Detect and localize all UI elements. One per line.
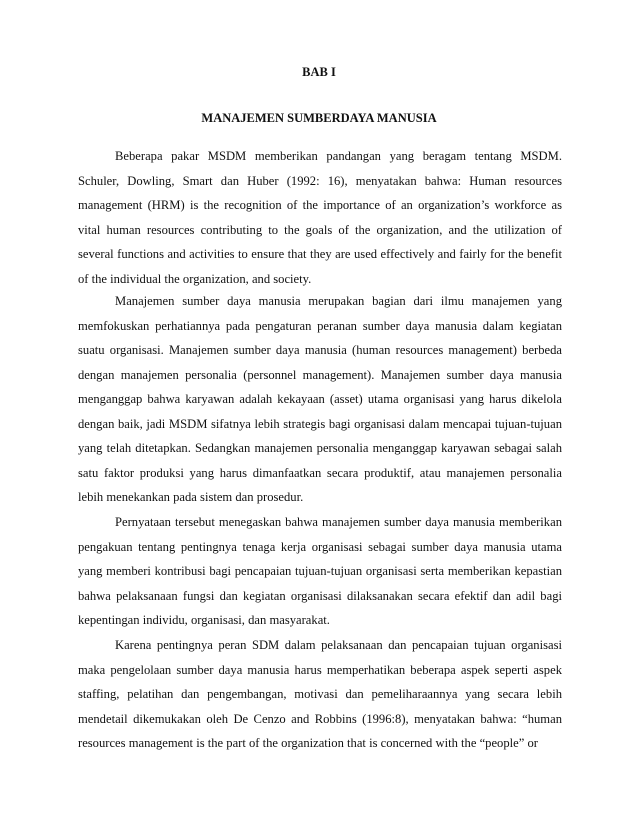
paragraph-3: Pernyataan tersebut menegaskan bahwa manajemen sumber daya manusia memberikan pengakuan tentang pentingnya tenaga kerja organisasi sebagai sumber daya manusia utama yang memberi kontribusi bagi pencapaian tujuan-tujuan organisasi serta memberikan kepastian bahwa pelaksanaan fungsi dan kegiatan organisasi dilaksanakan secara efektif dan adil bagi kepentingan individu, organisasi, dan masyarakat. [78, 515, 562, 627]
chapter-title: MANAJEMEN SUMBERDAYA MANUSIA [201, 111, 437, 125]
paragraph-2: Manajemen sumber daya manusia merupakan bagian dari ilmu manajemen yang memfokuskan perhatiannya pada pengaturan peranan sumber daya manusia dalam kegiatan suatu organisasi. Manajemen sumber daya manusia (human resources management) berbeda dengan manajemen personalia (personnel management). Manajemen sumber daya manusia menganggap bahwa karyawan adalah kekayaan (asset) utama organisasi yang harus dikelola dengan baik, jadi MSDM sifatnya lebih strategis bagi organisasi dalam mencapai tujuan-tujuan yang telah ditetapkan. Sedangkan manajemen personalia menganggap karyawan sebagai salah satu faktor produksi yang harus dimanfaatkan secara produktif, atau manajemen personalia lebih menekankan pada sistem dan prosedur. [78, 294, 562, 504]
chapter-heading: BAB I [302, 65, 336, 79]
paragraph-1: Beberapa pakar MSDM memberikan pandangan yang beragam tentang MSDM. Schuler, Dowling, Smart dan Huber (1992: 16), menyatakan bahwa: Human resources management (HRM) is the recognition of the importance of an organization’s workforce as vital human resources contributing to the goals of the organization, and the utilization of several functions and activities to ensure that they are used effectively and fairly for the benefit of the individual the organization, and society. [78, 149, 562, 286]
paragraph-4: Karena pentingnya peran SDM dalam pelaksanaan dan pencapaian tujuan organisasi maka pengelolaan sumber daya manusia harus memperhatikan beberapa aspek seperti aspek staffing, pelatihan dan pengembangan, motivasi dan pemeliharaannya yang secara lebih mendetail dikemukakan oleh De Cenzo and Robbins (1996:8), menyatakan bahwa: “human resources management is the part of the organization that is concerned with the “people” or [78, 638, 562, 750]
